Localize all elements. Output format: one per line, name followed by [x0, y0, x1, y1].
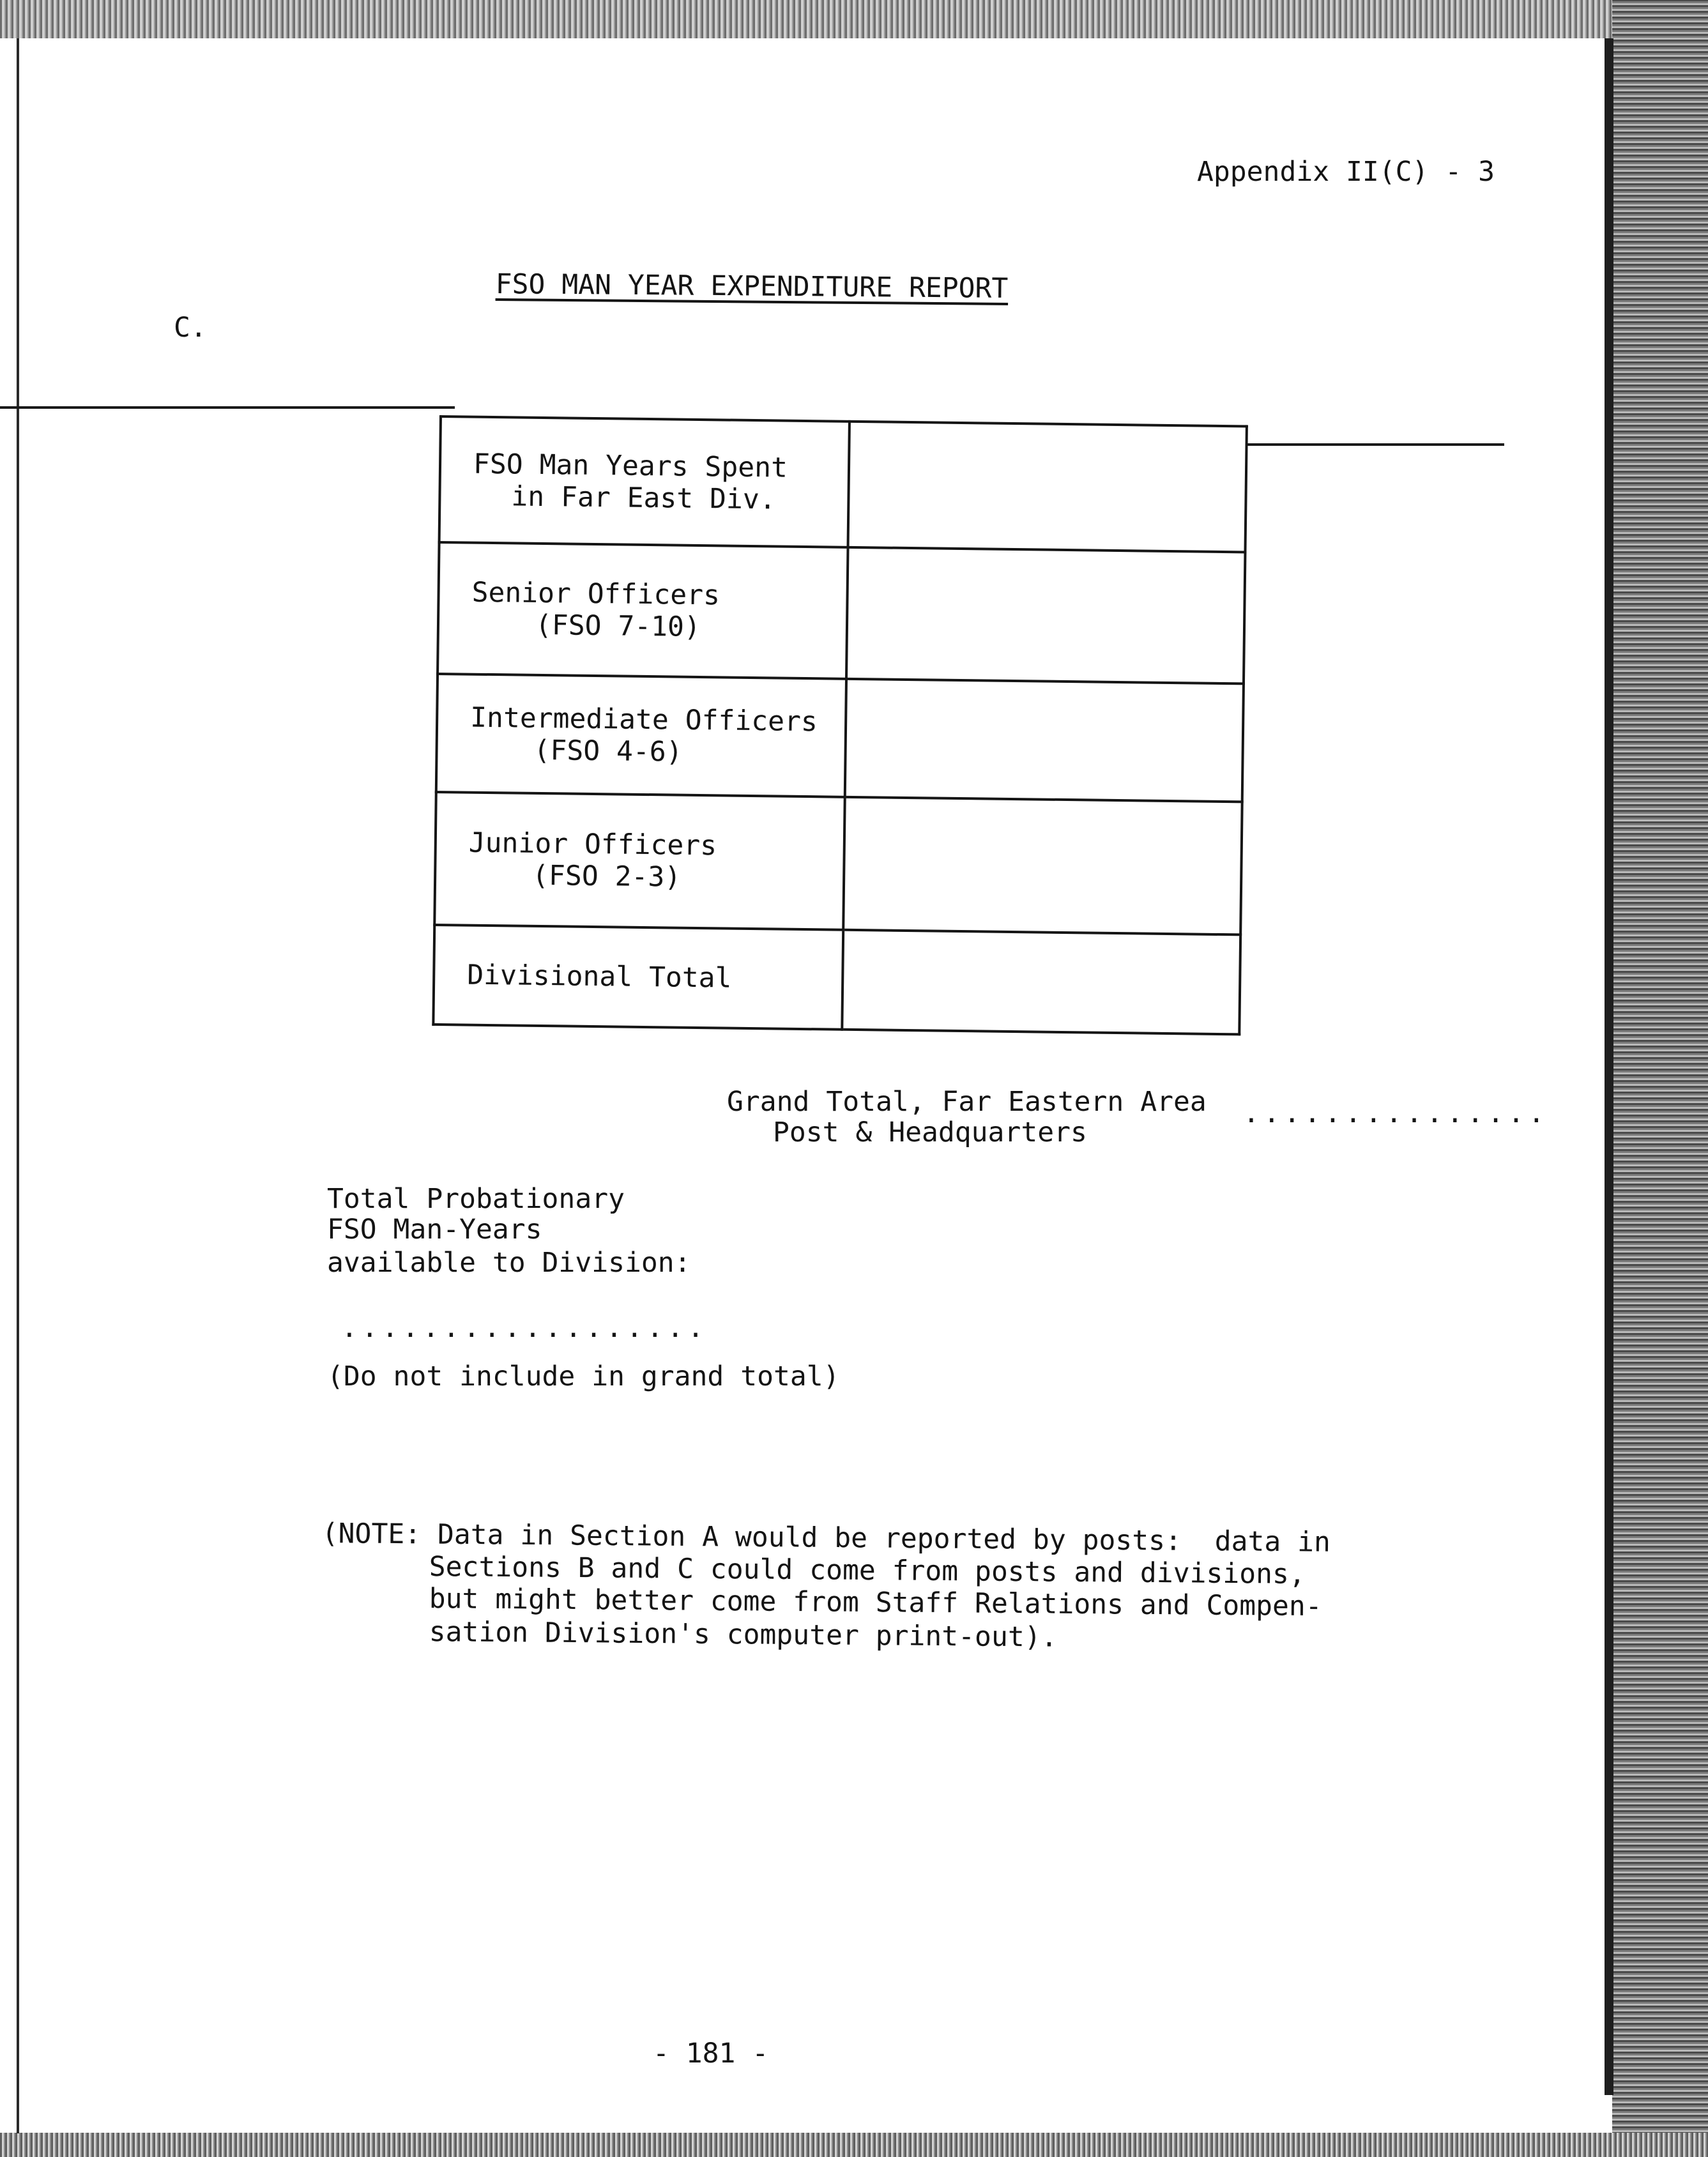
- table-row: [434, 792, 1242, 934]
- note-line2: Sections B and C could come from posts and divisions,: [429, 1551, 1306, 1590]
- row-label: [438, 542, 848, 679]
- row-value-cell: [846, 547, 1245, 683]
- section-rule-right: [1246, 443, 1504, 446]
- table-row: [433, 925, 1240, 1034]
- page-edge-shadow: [1605, 38, 1613, 2095]
- table-row: [436, 674, 1244, 802]
- row-value-cell: [843, 797, 1242, 934]
- appendix-label: Appendix II(C) - 3: [1197, 156, 1495, 188]
- section-rule-left: [0, 406, 455, 409]
- grand-total-label-line2: Post & Headquarters: [773, 1117, 1087, 1148]
- grand-total-leader: ...............: [1243, 1097, 1549, 1129]
- probationary-line2: FSO Man-Years: [327, 1214, 542, 1246]
- scan-border-right: [1612, 0, 1708, 2157]
- note-line3: but might better come from Staff Relations and Compen-: [429, 1583, 1322, 1623]
- row-value-cell: [842, 930, 1240, 1035]
- row-label-line2: in Far East Div.: [511, 480, 776, 516]
- row-value-cell: [845, 679, 1244, 802]
- row-value-cell: [848, 422, 1247, 553]
- row-label: [433, 925, 843, 1030]
- row-label: [439, 416, 850, 547]
- row-label-line1: Junior Officers: [468, 827, 717, 862]
- scan-left-edge: [17, 38, 19, 2133]
- probationary-line3: available to Division:: [327, 1247, 691, 1279]
- row-label-line2: (FSO 4-6): [533, 734, 683, 768]
- probationary-line1: Total Probationary: [327, 1183, 625, 1215]
- probationary-note: (Do not include in grand total): [327, 1361, 840, 1392]
- row-label-line1: Divisional Total: [466, 959, 732, 995]
- note-line4: sation Division's computer print-out).: [429, 1616, 1058, 1654]
- probationary-leader: ..................: [341, 1312, 708, 1344]
- row-label-line1: FSO Man Years Spent: [473, 448, 788, 484]
- row-label-line2: (FSO 2-3): [531, 859, 682, 894]
- scan-border-bottom: [0, 2133, 1708, 2157]
- row-label-line2: (FSO 7-10): [535, 609, 701, 644]
- row-label-line1: Senior Officers: [471, 576, 721, 612]
- row-label: [434, 792, 844, 930]
- table-row: [438, 542, 1245, 683]
- row-label: [436, 674, 846, 797]
- page-number: - 181 -: [653, 2038, 769, 2069]
- row-label-line1: Intermediate Officers: [469, 701, 818, 738]
- scan-border-top: [0, 0, 1708, 38]
- page-title: FSO MAN YEAR EXPENDITURE REPORT: [495, 268, 1009, 305]
- section-letter: C.: [174, 312, 207, 344]
- note-line1: (NOTE: Data in Section A would be reported by posts: data in: [321, 1518, 1331, 1559]
- table-row: [439, 416, 1247, 553]
- man-year-table: [432, 415, 1248, 1035]
- grand-total-label-line1: Grand Total, Far Eastern Area: [727, 1086, 1207, 1118]
